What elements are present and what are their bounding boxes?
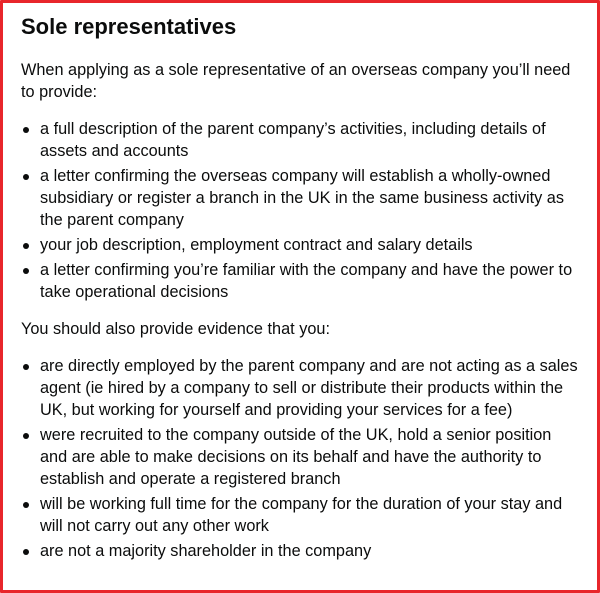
bullet-icon — [23, 174, 29, 180]
bullet-icon — [23, 268, 29, 274]
list-item — [21, 355, 579, 421]
bullet-icon — [23, 364, 29, 370]
list-item — [21, 118, 579, 162]
intro-paragraph: When applying as a sole representative of an overseas company you’ll need to provide: — [21, 61, 571, 101]
list-item-text: a letter confirming the overseas company will establish a wholly-owned subsidiary or register a branch in the UK in the same business activity as the parent company — [40, 167, 564, 229]
list-item — [21, 424, 579, 490]
list-item — [21, 493, 579, 537]
bullet-icon — [23, 433, 29, 439]
evidence-list — [21, 355, 579, 562]
list-item-text: will be working full time for the company for the duration of your stay and will not carry out any other work — [40, 495, 563, 535]
list-item — [21, 165, 579, 231]
list-item-text: are not a majority shareholder in the company — [40, 542, 372, 560]
provide-list — [21, 118, 579, 303]
section-heading: Sole representatives — [21, 14, 237, 39]
evidence-paragraph: You should also provide evidence that you: — [21, 320, 330, 338]
bullet-icon — [23, 502, 29, 508]
list-item-text: a full description of the parent company’s activities, including details of assets and accounts — [40, 120, 546, 160]
bullet-icon — [23, 549, 29, 555]
bullet-icon — [23, 127, 29, 133]
list-item-text: are directly employed by the parent company and are not acting as a sales agent (ie hired by a company to sell or distribute their products within the UK, but working for yourself and providing your services for a fee) — [40, 357, 578, 419]
list-item — [21, 234, 579, 256]
bullet-icon — [23, 243, 29, 249]
list-item-text: a letter confirming you’re familiar with the company and have the power to take operational decisions — [40, 261, 573, 301]
list-item — [21, 540, 579, 562]
list-item — [21, 259, 579, 303]
list-item-text: were recruited to the company outside of the UK, hold a senior position and are able to make decisions on its behalf and have the authority to establish and operate a registered branch — [40, 426, 552, 488]
list-item-text: your job description, employment contract and salary details — [40, 236, 473, 254]
